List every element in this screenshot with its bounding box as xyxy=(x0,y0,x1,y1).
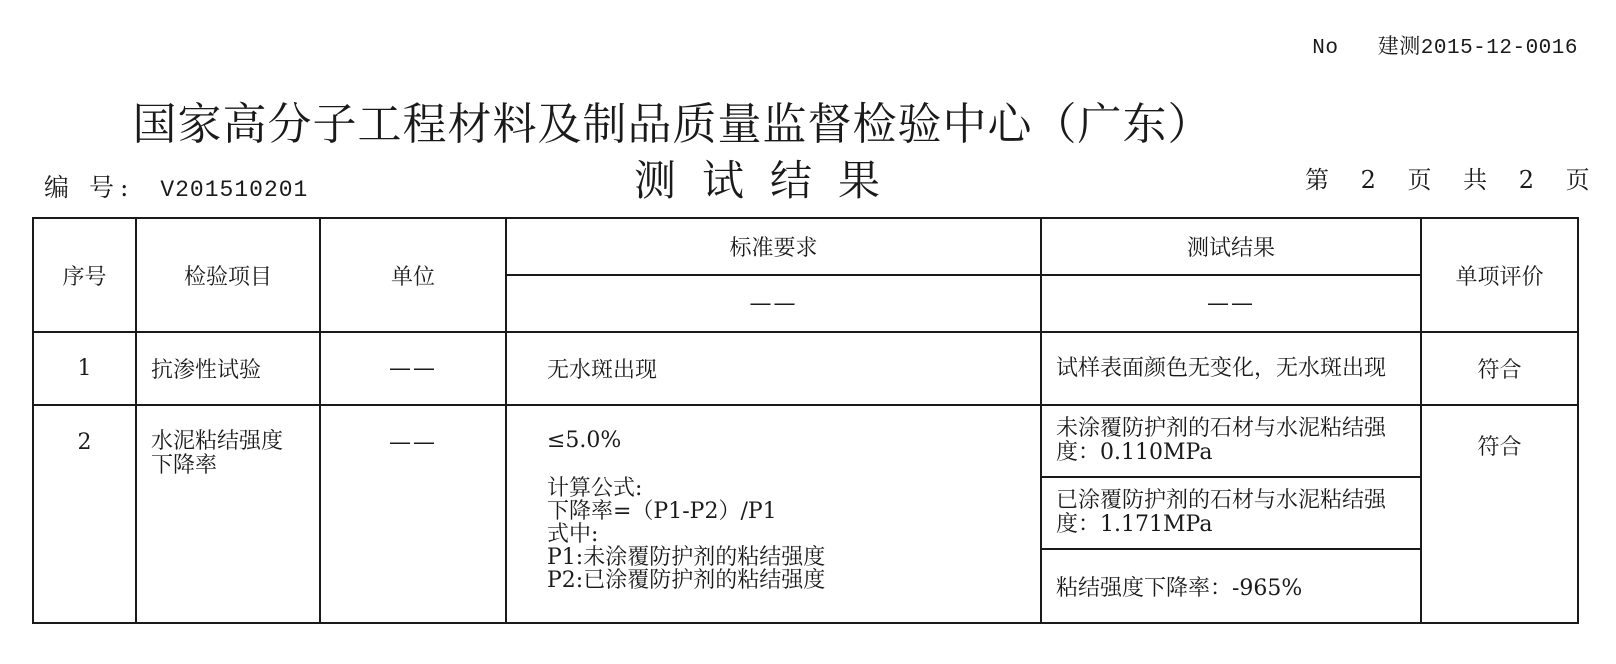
formula-note: 式中: xyxy=(547,522,599,547)
report-number-value: 建测2015-12-0016 xyxy=(1377,37,1578,60)
serial-number-value: V201510201 xyxy=(160,177,309,203)
formula-p1: P1:未涂覆防护剂的粘结强度 xyxy=(547,545,826,570)
header-result-sub: —— xyxy=(1041,275,1421,332)
header-verdict: 单项评价 xyxy=(1421,218,1578,332)
row-result-b xyxy=(1041,477,1421,549)
page-indicator: 第 2 页 共 2 页 xyxy=(1305,166,1602,194)
table-row xyxy=(33,332,1578,405)
row-verdict: 符合 xyxy=(1421,405,1578,623)
result-table xyxy=(32,217,1579,624)
row-result-a-text: 未涂覆防护剂的石材与水泥粘结强度：0.110MPa xyxy=(1056,416,1387,465)
formula-expression: 下降率=（P1-P2）/P1 xyxy=(547,499,777,524)
row-result-c: 粘结强度下降率：-965% xyxy=(1041,549,1421,623)
formula-p2: P2:已涂覆防护剂的粘结强度 xyxy=(547,568,826,593)
document-title: 测试结果 xyxy=(633,156,906,205)
formula-title: 计算公式: xyxy=(547,476,643,501)
row-unit: —— xyxy=(320,405,506,623)
serial-number xyxy=(44,168,308,204)
report-number-label: No xyxy=(1312,37,1339,60)
header-standard: 标准要求 xyxy=(506,218,1041,275)
row-unit: —— xyxy=(320,332,506,405)
row-result xyxy=(1041,332,1421,405)
row-verdict: 符合 xyxy=(1421,332,1578,405)
header-item: 检验项目 xyxy=(136,218,320,332)
organization-title: 国家高分子工程材料及制品质量监督检验中心（广东） xyxy=(132,99,1213,150)
table-row xyxy=(33,405,1578,477)
row-standard-limit: ≤5.0% xyxy=(547,428,622,453)
report-number xyxy=(1312,30,1578,60)
formula-block xyxy=(547,477,1040,592)
row-index: 2 xyxy=(33,405,136,623)
header-index: 序号 xyxy=(33,218,136,332)
header-result: 测试结果 xyxy=(1041,218,1421,275)
row-standard xyxy=(506,405,1041,623)
row-item xyxy=(136,405,320,623)
header-unit: 单位 xyxy=(320,218,506,332)
table-header-row xyxy=(33,218,1578,275)
serial-number-label: 编 号: xyxy=(44,173,135,202)
row-index: 1 xyxy=(33,332,136,405)
row-item-text: 水泥粘结强度下降率 xyxy=(151,429,284,478)
row-result-a xyxy=(1041,405,1421,477)
row-item: 抗渗性试验 xyxy=(136,332,320,405)
row-result-text: 试样表面颜色无变化，无水斑出现 xyxy=(1056,355,1387,381)
header-standard-sub: —— xyxy=(506,275,1041,332)
row-result-b-text: 已涂覆防护剂的石材与水泥粘结强度：1.171MPa xyxy=(1056,488,1387,537)
row-standard: 无水斑出现 xyxy=(506,332,1041,405)
